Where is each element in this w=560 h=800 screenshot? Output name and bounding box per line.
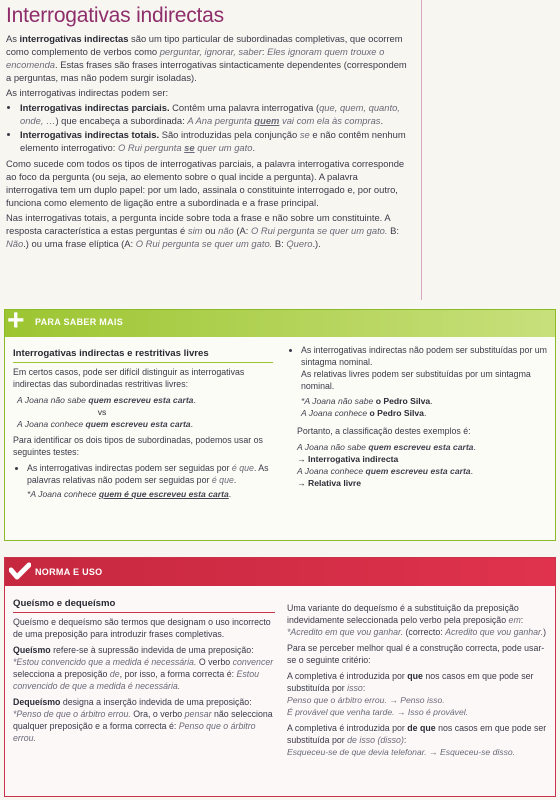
test-list-2 [287,344,549,392]
test-list [13,462,275,486]
text-paragraph: Em certos casos, pode ser difícil distinguir as interrogativas indirectas das subordinadas restritivas livres: [13,367,245,389]
text-paragraph: Queísmo e dequeísmo são termos que designam o uso incorrecto de uma preposição para introduzir frases completivas. [13,617,271,639]
example: *A Joana conhece quem é que escreveu esta carta. [27,489,232,499]
norma-uso-column-2 [287,602,549,758]
plus-icon: + [7,304,25,337]
margin-line [421,0,422,300]
saber-mais-subtitle: Interrogativas indirectas e restritivas livres [13,348,209,359]
divider [13,362,273,363]
classification-result: → Interrogativa indirecta [297,454,399,464]
norma-uso-subtitle: Queísmo e dequeísmo [13,598,116,609]
norma-uso-box [4,557,556,797]
saber-mais-title: PARA SABER MAIS [35,317,124,327]
dequeismo-paragraph: Dequeísmo designa a inserção indevida de uma preposição: *Penso de que o árbitro errou. Ora, o verbo pensar não selecciona qualquer preposição e a forma correcta é: Penso que o árbitro errou. [13,697,273,743]
intro-paragraph-4: Nas interrogativas totais, a pergunta incide sobre toda a frase e não sobre um constituinte. A resposta característica a estas perguntas é sim ou não (A: O Rui pergunta se quer um gato. B: Não.) ou uma frase elíptica (A: O Rui pergunta se quer um gato. B: Quero.). [6,212,399,249]
example: A Joana não sabe quem escreveu esta carta. [17,395,196,405]
example: A Joana conhece quem escreveu esta carta. [17,419,193,429]
page-title: Interrogativas indirectas [6,4,224,27]
list-item-totais: • Interrogativas indirectas totais. São introduzidas pela conjunção se e não contêm nenhum elemento interrogativo: O Rui pergunta se quer um gato. [20,128,408,154]
checkmark-icon [9,561,31,583]
criterion-de-que: A completiva é introduzida por de que nos casos em que pode ser substituída por de isso (disso): [287,723,547,745]
types-list [6,101,408,154]
norma-uso-header [5,558,555,586]
example: *A Joana não sabe o Pedro Silva. [301,396,433,406]
intro-paragraph-3: Como sucede com todos os tipos de interrogativas parciais, a palavra interrogativa corresponde ao foco da pergunta (ou seja, ao elemento sobre o qual incide a pergunta). A palavra interrogativa tem um duplo papel: por um lado, assinala o constituinte interrogado e, por outro, funciona como elemento de ligação entre a subordinada e a frase principal. [6,158,405,208]
norma-uso-title: NORMA E USO [35,567,103,577]
queismo-paragraph: Queísmo refere-se à supressão indevida de uma preposição: *Estou convencido que a medida é necessária. O verbo convencer selecciona a preposição de, por isso, a forma correcta é: Estou convencido de que a medida é necessária. [13,645,274,691]
example: Penso que o árbitro errou. → Penso isso. [287,695,445,705]
intro-paragraph-1: As interrogativas indirectas são um tipo particular de subordinadas completivas, que ocorrem como complemento de verbos como perguntar, ignorar, saber: Eles ignoram quem trouxe o encomenda. Estas frases são frases interrogativas sintacticamente dependentes (correspondem a perguntas, mas não podem surgir isoladas). [6,33,407,83]
list-item: • As interrogativas indirectas não podem ser substituídas por um sintagma nominal. As relativas livres podem ser substituídas por um sintagma nominal. [301,344,549,392]
criterion-que: A completiva é introduzida por que nos casos em que pode ser substituída por isso: [287,671,534,693]
example: A Joana não sabe quem escreveu esta carta. [297,442,476,452]
saber-mais-box [4,304,556,541]
list-item: • As interrogativas indirectas podem ser seguidas por é que. As palavras relativas não podem ser seguidas por é que. [27,462,275,486]
text-paragraph: Para identificar os dois tipos de subordinadas, podemos usar os seguintes testes: [13,435,263,457]
example: A Joana conhece o Pedro Silva. [301,408,427,418]
intro-paragraph-2: As interrogativas indirectas podem ser: [6,87,169,98]
saber-mais-column-2 [287,344,549,489]
text-paragraph: Para se perceber melhor qual é a construção correcta, pode usar-se o seguinte critério: [287,643,545,665]
list-item-parciais: • Interrogativas indirectas parciais. Contêm uma palavra interrogativa (que, quem, quanto, onde, …) que encabeça a subordinada: A Ana pergunta quem vai com ela às compras. [20,101,408,127]
example: É provável que venha tarde. → Isso é provável. [287,707,469,717]
saber-mais-column-1 [13,366,275,500]
variant-paragraph: Uma variante do dequeísmo é a substituição da preposição indevidamente seleccionada pelo verbo pela preposição em: *Acredito em que vou ganhar. (correcto: Acredito que vou ganhar.) [287,603,547,637]
versus-label: vs [97,407,107,417]
text-paragraph: Portanto, a classificação destes exemplos é: [297,426,471,436]
example: Esqueceu-se de que devia telefonar. → Esqueceu-se disso. [287,747,516,757]
intro-section [6,4,408,252]
divider [13,612,275,613]
example: A Joana conhece quem escreveu esta carta. [297,466,473,476]
saber-mais-header [5,304,555,337]
classification-result: → Relativa livre [297,478,362,488]
norma-uso-column-1 [13,616,275,748]
